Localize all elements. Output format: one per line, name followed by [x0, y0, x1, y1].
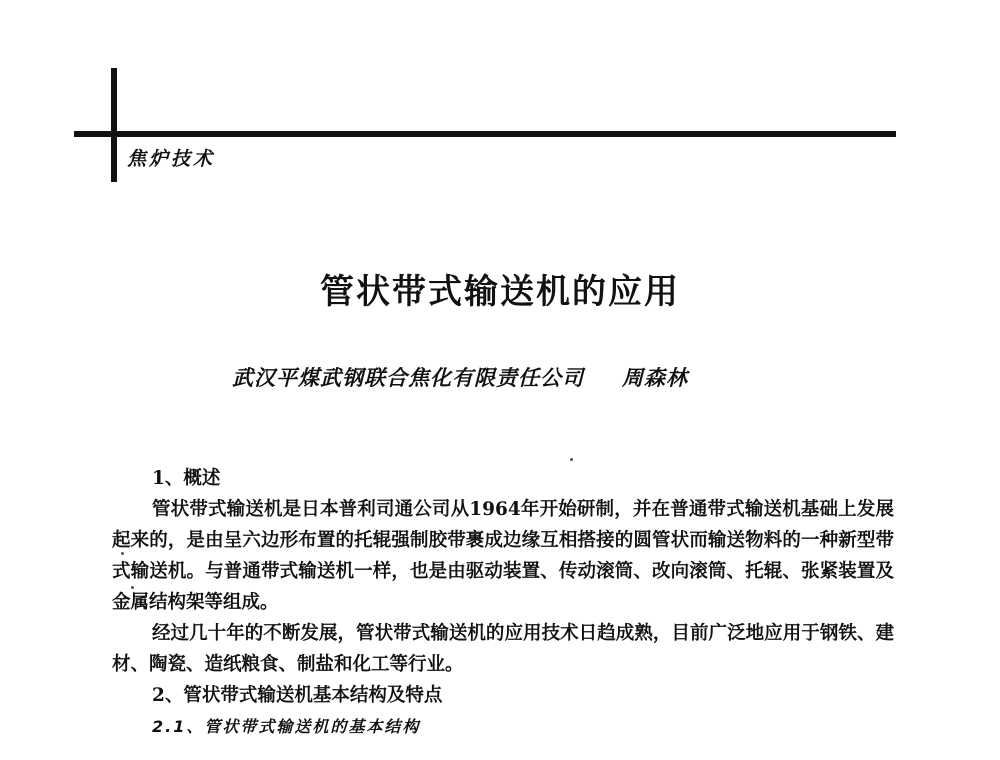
scan-speck: [570, 458, 573, 461]
header-vertical-bar: [111, 68, 117, 182]
header-horizontal-rule: [74, 131, 896, 137]
section-heading-1: 1、概述: [152, 468, 221, 489]
scan-speck: [131, 586, 134, 589]
paragraph-1: 管状带式输送机是日本普利司通公司从1964年开始研制，并在普通带式输送机基础上发展起来的，是由呈六边形布置的托辊强制胶带裹成边缘互相搭接的圆管状而输送物料的一种新型带式输送机。与普通带式输送机一样，也是由驱动装置、传动滚筒、改向滚筒、托辊、张紧装置及金属结构架等组成。: [112, 499, 894, 613]
section-heading-2: 2、管状带式输送机基本结构及特点: [152, 685, 443, 706]
author-name: 周森林: [622, 365, 688, 390]
subsection-heading-2-1: 2.1、管状带式输送机的基本结构: [152, 717, 421, 736]
article-body: [112, 463, 894, 742]
scan-speck: [121, 552, 124, 555]
section-label: 焦炉技术: [127, 148, 216, 170]
article-title: 管状带式输送机的应用: [320, 272, 680, 312]
byline: [232, 362, 688, 392]
affiliation: 武汉平煤武钢联合焦化有限责任公司: [232, 365, 584, 390]
paragraph-2: 经过几十年的不断发展，管状带式输送机的应用技术日趋成熟，目前广泛地应用于钢铁、建材、陶瓷、造纸粮食、制盐和化工等行业。: [112, 623, 894, 675]
